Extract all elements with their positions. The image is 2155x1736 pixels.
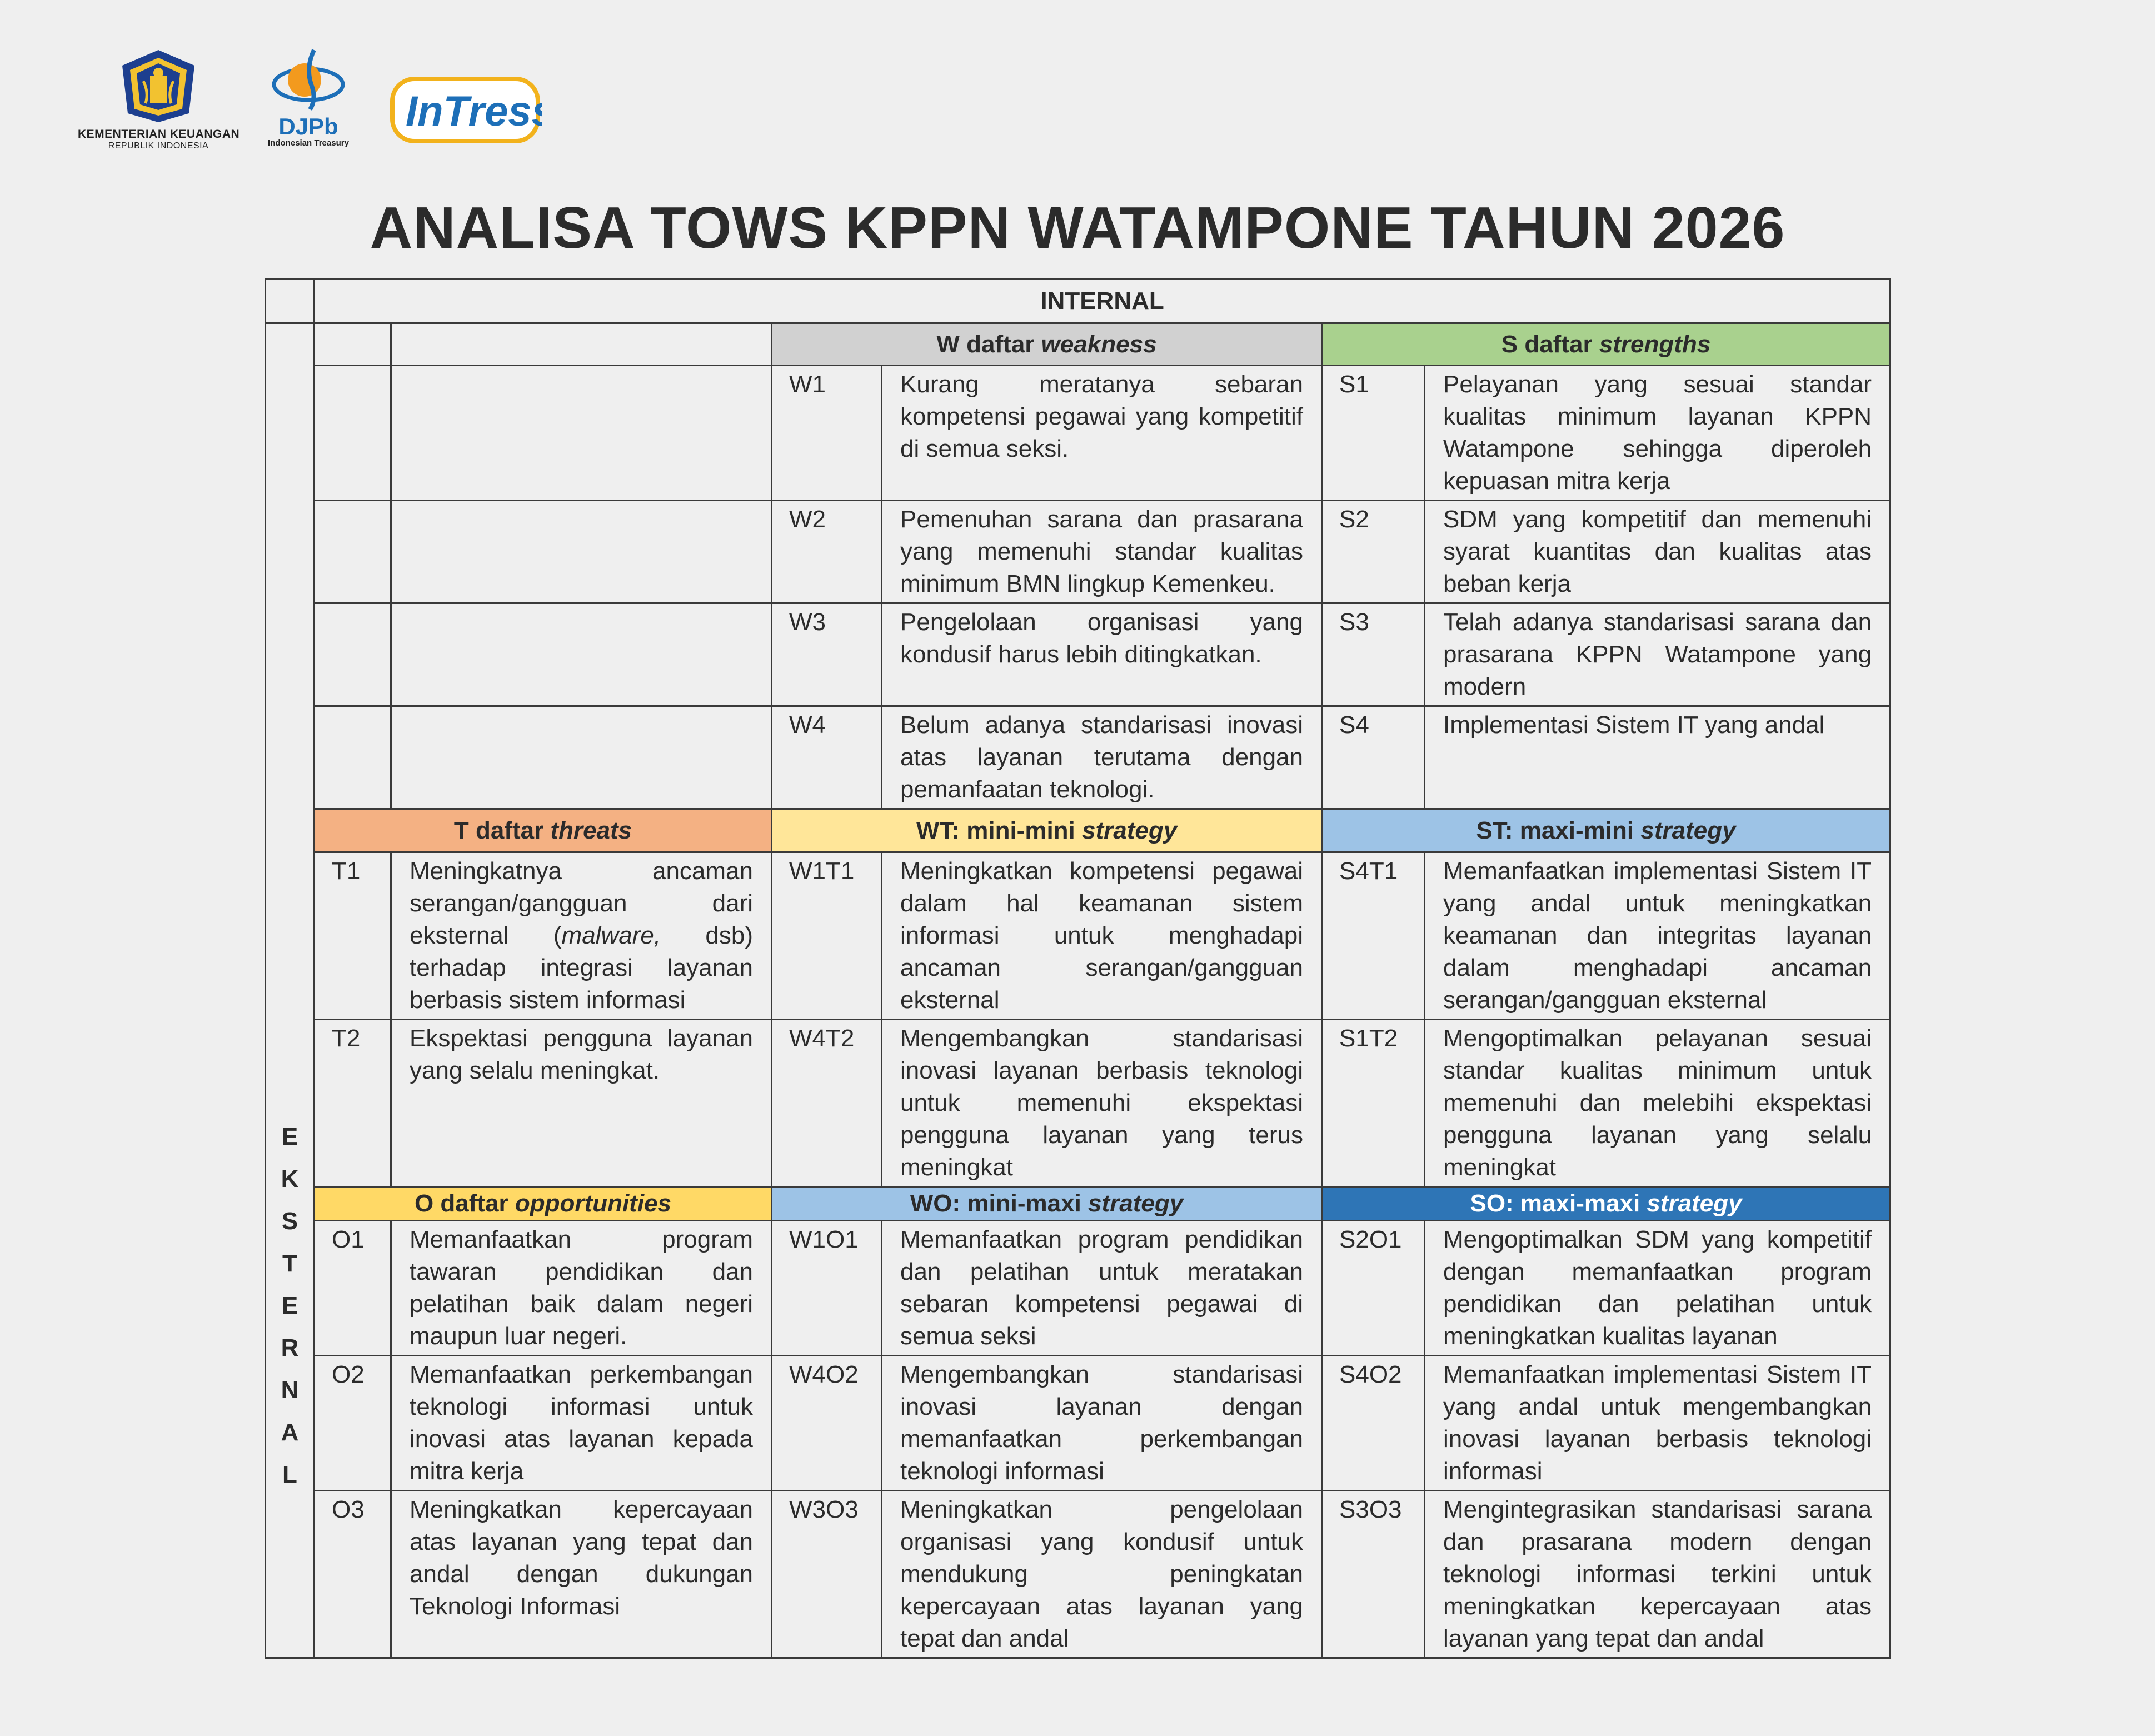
blank-cell bbox=[391, 366, 772, 501]
blank-cell bbox=[315, 603, 391, 706]
opportunity-code: O3 bbox=[315, 1491, 391, 1658]
wo-strategy-text: Mengembangkan standarisasi inovasi layanan dengan memanfaatkan perkembangan teknologi informasi bbox=[882, 1356, 1322, 1491]
opportunity-text: Meningkatkan kepercayaan atas layanan yang tepat dan andal dengan dukungan Teknologi Informasi bbox=[391, 1491, 772, 1658]
st-strategy-code: S1T2 bbox=[1322, 1020, 1425, 1187]
wt-strategy-code: W4T2 bbox=[772, 1020, 882, 1187]
weakness-text: Pemenuhan sarana dan prasarana yang memenuhi standar kualitas minimum BMN lingkup Kemenkeu. bbox=[882, 501, 1322, 603]
weakness-text: Kurang meratanya sebaran kompetensi pegawai yang kompetitif di semua seksi. bbox=[882, 366, 1322, 501]
blank-cell bbox=[315, 323, 391, 366]
so-strategy-code: S3O3 bbox=[1322, 1491, 1425, 1658]
blank-cell bbox=[315, 366, 391, 501]
weakness-code: W4 bbox=[772, 706, 882, 809]
weakness-code: W3 bbox=[772, 603, 882, 706]
djpb-tagline: Indonesian Treasury bbox=[268, 138, 349, 148]
opportunity-text: Memanfaatkan perkembangan teknologi informasi untuk inovasi atas layanan kepada mitra kerja bbox=[391, 1356, 772, 1491]
threat-code: T2 bbox=[315, 1020, 391, 1187]
strength-code: S2 bbox=[1322, 501, 1425, 603]
wt-strategy-text: Mengembangkan standarisasi inovasi layanan berbasis teknologi untuk memenuhi ekspektasi pengguna layanan yang terus meningkat bbox=[882, 1020, 1322, 1187]
opportunities-header: O daftar opportunities bbox=[315, 1187, 772, 1221]
strength-text: SDM yang kompetitif dan memenuhi syarat kuantitas dan kualitas atas beban kerja bbox=[1425, 501, 1890, 603]
so-strategy-code: S4O2 bbox=[1322, 1356, 1425, 1491]
blank-cell bbox=[391, 706, 772, 809]
weakness-text: Belum adanya standarisasi inovasi atas layanan terutama dengan pemanfaatan teknologi. bbox=[882, 706, 1322, 809]
wt-strategy-header: WT: mini-mini strategy bbox=[772, 809, 1322, 852]
blank-cell bbox=[391, 323, 772, 366]
tows-table bbox=[265, 278, 1891, 1659]
blank-cell bbox=[315, 501, 391, 603]
opportunity-code: O1 bbox=[315, 1221, 391, 1356]
so-strategy-code: S2O1 bbox=[1322, 1221, 1425, 1356]
opportunity-text: Memanfaatkan program tawaran pendidikan dan pelatihan baik dalam negeri maupun luar negeri. bbox=[391, 1221, 772, 1356]
internal-header: INTERNAL bbox=[315, 279, 1890, 323]
strength-code: S3 bbox=[1322, 603, 1425, 706]
intress-wordmark: InTress bbox=[406, 88, 542, 135]
corner-cell bbox=[266, 279, 315, 323]
djpb-logo bbox=[253, 46, 364, 162]
threats-header: T daftar threats bbox=[315, 809, 772, 852]
wo-strategy-text: Meningkatkan pengelolaan organisasi yang kondusif untuk mendukung peningkatan kepercayaan atas layanan yang tepat dan andal bbox=[882, 1491, 1322, 1658]
strength-text: Telah adanya standarisasi sarana dan prasarana KPPN Watampone yang modern bbox=[1425, 603, 1890, 706]
strength-text: Implementasi Sistem IT yang andal bbox=[1425, 706, 1890, 809]
strength-code: S1 bbox=[1322, 366, 1425, 501]
st-strategy-code: S4T1 bbox=[1322, 852, 1425, 1020]
weakness-header: W daftar weakness bbox=[772, 323, 1322, 366]
strength-text: Pelayanan yang sesuai standar kualitas minimum layanan KPPN Watampone sehingga diperoleh kepuasan mitra kerja bbox=[1425, 366, 1890, 501]
st-strategy-text: Mengoptimalkan pelayanan sesuai standar kualitas minimum untuk memenuhi dan melebihi ekspektasi pengguna layanan yang selalu meningkat bbox=[1425, 1020, 1890, 1187]
intress-emblem-icon bbox=[389, 76, 542, 145]
kemenkeu-subtitle: REPUBLIK INDONESIA bbox=[108, 141, 209, 151]
weakness-code: W2 bbox=[772, 501, 882, 603]
wo-strategy-code: W1O1 bbox=[772, 1221, 882, 1356]
wo-strategy-code: W3O3 bbox=[772, 1491, 882, 1658]
threat-text: Meningkatnya ancaman serangan/gangguan dari eksternal (malware, dsb) terhadap integrasi layanan berbasis sistem informasi bbox=[391, 852, 772, 1020]
so-strategy-text: Mengintegrasikan standarisasi sarana dan prasarana modern dengan teknologi informasi terkini untuk meningkatkan kepercayaan atas layanan yang tepat dan andal bbox=[1425, 1491, 1890, 1658]
opportunity-code: O2 bbox=[315, 1356, 391, 1491]
blank-cell bbox=[391, 603, 772, 706]
st-strategy-header: ST: maxi-mini strategy bbox=[1322, 809, 1890, 852]
so-strategy-text: Mengoptimalkan SDM yang kompetitif dengan memanfaatkan program pendidikan dan pelatihan untuk meningkatkan kualitas layanan bbox=[1425, 1221, 1890, 1356]
wo-strategy-code: W4O2 bbox=[772, 1356, 882, 1491]
kemenkeu-name: KEMENTERIAN KEUANGAN bbox=[78, 128, 240, 141]
threat-code: T1 bbox=[315, 852, 391, 1020]
weakness-text: Pengelolaan organisasi yang kondusif harus lebih ditingkatkan. bbox=[882, 603, 1322, 706]
strength-code: S4 bbox=[1322, 706, 1425, 809]
wt-strategy-code: W1T1 bbox=[772, 852, 882, 1020]
blank-cell bbox=[315, 706, 391, 809]
kemenkeu-emblem-icon bbox=[117, 48, 200, 124]
page-title: ANALISA TOWS KPPN WATAMPONE TAHUN 2026 bbox=[370, 195, 1785, 261]
eksternal-label: E K S T E R N A L bbox=[266, 323, 315, 1658]
wt-strategy-text: Meningkatkan kompetensi pegawai dalam hal keamanan sistem informasi untuk menghadapi ancaman serangan/gangguan eksternal bbox=[882, 852, 1322, 1020]
threat-text: Ekspektasi pengguna layanan yang selalu meningkat. bbox=[391, 1020, 772, 1187]
so-strategy-text: Memanfaatkan implementasi Sistem IT yang andal untuk mengembangkan inovasi layanan berbasis teknologi informasi bbox=[1425, 1356, 1890, 1491]
wo-strategy-text: Memanfaatkan program pendidikan dan pelatihan untuk meratakan sebaran kompetensi pegawai di semua seksi bbox=[882, 1221, 1322, 1356]
djpb-name: DJPb bbox=[278, 113, 338, 139]
wo-strategy-header: WO: mini-maxi strategy bbox=[772, 1187, 1322, 1221]
djpb-emblem-icon bbox=[267, 46, 350, 112]
strengths-header: S daftar strengths bbox=[1322, 323, 1890, 366]
st-strategy-text: Memanfaatkan implementasi Sistem IT yang andal untuk meningkatkan keamanan dan integritas layanan dalam menghadapi ancaman serangan/gangguan eksternal bbox=[1425, 852, 1890, 1020]
intress-logo bbox=[389, 76, 542, 145]
blank-cell bbox=[391, 501, 772, 603]
weakness-code: W1 bbox=[772, 366, 882, 501]
so-strategy-header: SO: maxi-maxi strategy bbox=[1322, 1187, 1890, 1221]
kemenkeu-logo bbox=[78, 48, 239, 159]
